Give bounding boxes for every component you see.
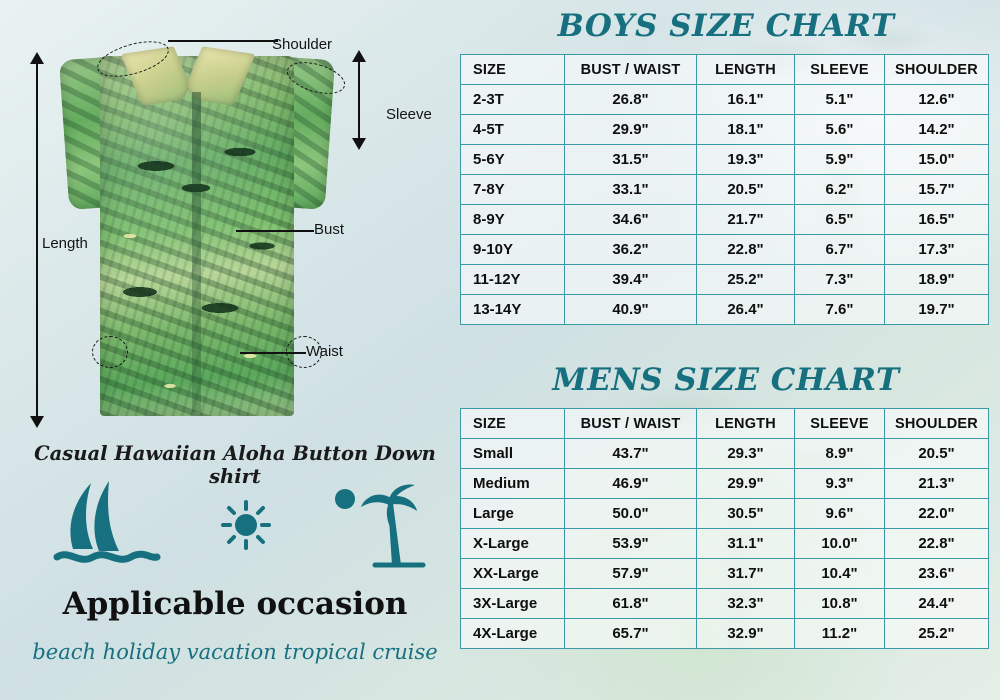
table-row xyxy=(461,529,989,559)
cell-shoulder: 22.0" xyxy=(885,499,989,529)
column-header-shoulder: SHOULDER xyxy=(885,55,989,85)
cell-length: 16.1" xyxy=(697,85,795,115)
cell-bust-waist: 39.4" xyxy=(565,265,697,295)
cell-bust-waist: 61.8" xyxy=(565,589,697,619)
cell-length: 26.4" xyxy=(697,295,795,325)
cell-length: 18.1" xyxy=(697,115,795,145)
cell-bust-waist: 43.7" xyxy=(565,439,697,469)
sun-icon xyxy=(221,500,271,555)
column-header-size: SIZE xyxy=(461,409,565,439)
cell-sleeve: 8.9" xyxy=(795,439,885,469)
waist-label: Waist xyxy=(306,343,343,360)
table-row xyxy=(461,439,989,469)
cell-size: 13-14Y xyxy=(461,295,565,325)
cell-sleeve: 10.0" xyxy=(795,529,885,559)
cell-size: X-Large xyxy=(461,529,565,559)
cell-bust-waist: 33.1" xyxy=(565,175,697,205)
table-row xyxy=(461,295,989,325)
cell-sleeve: 5.6" xyxy=(795,115,885,145)
cell-length: 29.3" xyxy=(697,439,795,469)
table-row xyxy=(461,619,989,649)
surfboard-icon xyxy=(53,477,161,578)
cell-length: 29.9" xyxy=(697,469,795,499)
cell-shoulder: 15.7" xyxy=(885,175,989,205)
cell-size: Large xyxy=(461,499,565,529)
cell-bust-waist: 50.0" xyxy=(565,499,697,529)
cell-shoulder: 17.3" xyxy=(885,235,989,265)
table-row xyxy=(461,235,989,265)
cell-length: 22.8" xyxy=(697,235,795,265)
cell-size: 7-8Y xyxy=(461,175,565,205)
table-row xyxy=(461,265,989,295)
table-row xyxy=(461,85,989,115)
cell-size: XX-Large xyxy=(461,559,565,589)
mens-size-table xyxy=(460,408,989,649)
cell-shoulder: 22.8" xyxy=(885,529,989,559)
cell-bust-waist: 34.6" xyxy=(565,205,697,235)
length-arrow-head-top xyxy=(30,52,44,64)
cell-length: 21.7" xyxy=(697,205,795,235)
table-row xyxy=(461,205,989,235)
table-row xyxy=(461,469,989,499)
cell-length: 31.7" xyxy=(697,559,795,589)
cell-length: 19.3" xyxy=(697,145,795,175)
applicable-occasion-title: Applicable occasion xyxy=(62,586,408,622)
cell-bust-waist: 65.7" xyxy=(565,619,697,649)
table-row xyxy=(461,175,989,205)
cell-size: 4X-Large xyxy=(461,619,565,649)
cell-bust-waist: 53.9" xyxy=(565,529,697,559)
waist-leader-line xyxy=(240,352,306,354)
length-label: Length xyxy=(42,235,88,252)
occasion-icons-row xyxy=(60,472,420,582)
cell-size: 8-9Y xyxy=(461,205,565,235)
cell-shoulder: 20.5" xyxy=(885,439,989,469)
cell-length: 30.5" xyxy=(697,499,795,529)
length-arrow-head-bottom xyxy=(30,416,44,428)
cell-sleeve: 9.3" xyxy=(795,469,885,499)
cell-sleeve: 11.2" xyxy=(795,619,885,649)
bust-label: Bust xyxy=(314,221,345,238)
cell-shoulder: 16.5" xyxy=(885,205,989,235)
cell-length: 20.5" xyxy=(697,175,795,205)
size-charts-panel xyxy=(452,0,1000,700)
cell-size: Small xyxy=(461,439,565,469)
column-header-sleeve: SLEEVE xyxy=(795,55,885,85)
shoulder-label: Shoulder xyxy=(272,36,333,53)
cell-size: 5-6Y xyxy=(461,145,565,175)
column-header-length: LENGTH xyxy=(697,55,795,85)
cell-bust-waist: 29.9" xyxy=(565,115,697,145)
length-arrow-line xyxy=(36,60,38,420)
cell-sleeve: 10.4" xyxy=(795,559,885,589)
cell-size: 3X-Large xyxy=(461,589,565,619)
sleeve-arrow-line xyxy=(358,56,360,142)
cell-sleeve: 9.6" xyxy=(795,499,885,529)
cell-size: 4-5T xyxy=(461,115,565,145)
cell-size: 2-3T xyxy=(461,85,565,115)
cell-sleeve: 10.8" xyxy=(795,589,885,619)
cell-bust-waist: 57.9" xyxy=(565,559,697,589)
table-header-row xyxy=(461,55,989,85)
cell-sleeve: 6.5" xyxy=(795,205,885,235)
column-header-bust-waist: BUST / WAIST xyxy=(565,409,697,439)
table-row xyxy=(461,145,989,175)
column-header-shoulder: SHOULDER xyxy=(885,409,989,439)
cell-shoulder: 23.6" xyxy=(885,559,989,589)
cell-bust-waist: 46.9" xyxy=(565,469,697,499)
cell-shoulder: 19.7" xyxy=(885,295,989,325)
table-row xyxy=(461,115,989,145)
table-row xyxy=(461,589,989,619)
cell-shoulder: 18.9" xyxy=(885,265,989,295)
applicable-occasion-subtitle: beach holiday vacation tropical cruise xyxy=(32,640,438,664)
sleeve-label: Sleeve xyxy=(386,106,432,123)
cell-sleeve: 5.9" xyxy=(795,145,885,175)
product-illustration-panel xyxy=(0,0,452,700)
cell-shoulder: 14.2" xyxy=(885,115,989,145)
table-header-row xyxy=(461,409,989,439)
cell-sleeve: 5.1" xyxy=(795,85,885,115)
table-row xyxy=(461,499,989,529)
cell-shoulder: 15.0" xyxy=(885,145,989,175)
shoulder-leader-line xyxy=(168,40,278,42)
sleeve-arrow-head-bottom xyxy=(352,138,366,150)
shirt-button-placket xyxy=(192,92,201,412)
cell-sleeve: 6.7" xyxy=(795,235,885,265)
cell-bust-waist: 26.8" xyxy=(565,85,697,115)
cell-size: Medium xyxy=(461,469,565,499)
cell-length: 32.9" xyxy=(697,619,795,649)
cell-shoulder: 12.6" xyxy=(885,85,989,115)
table-row xyxy=(461,559,989,589)
boys-chart-title: BOYS SIZE CHART xyxy=(557,8,895,44)
cell-length: 31.1" xyxy=(697,529,795,559)
palm-tree-icon xyxy=(331,477,427,578)
cell-sleeve: 7.6" xyxy=(795,295,885,325)
column-header-bust-waist: BUST / WAIST xyxy=(565,55,697,85)
cell-shoulder: 25.2" xyxy=(885,619,989,649)
product-caption: Casual Hawaiian Aloha Button Down shirt xyxy=(34,442,436,488)
cell-shoulder: 24.4" xyxy=(885,589,989,619)
mens-chart-title: MENS SIZE CHART xyxy=(552,362,900,398)
waist-measure-marker xyxy=(92,336,128,368)
cell-sleeve: 7.3" xyxy=(795,265,885,295)
cell-size: 9-10Y xyxy=(461,235,565,265)
cell-bust-waist: 40.9" xyxy=(565,295,697,325)
cell-bust-waist: 36.2" xyxy=(565,235,697,265)
cell-shoulder: 21.3" xyxy=(885,469,989,499)
cell-bust-waist: 31.5" xyxy=(565,145,697,175)
cell-length: 32.3" xyxy=(697,589,795,619)
boys-size-table xyxy=(460,54,989,325)
column-header-sleeve: SLEEVE xyxy=(795,409,885,439)
sleeve-arrow-head-top xyxy=(352,50,366,62)
column-header-size: SIZE xyxy=(461,55,565,85)
column-header-length: LENGTH xyxy=(697,409,795,439)
cell-length: 25.2" xyxy=(697,265,795,295)
bust-leader-line xyxy=(236,230,314,232)
cell-sleeve: 6.2" xyxy=(795,175,885,205)
cell-size: 11-12Y xyxy=(461,265,565,295)
